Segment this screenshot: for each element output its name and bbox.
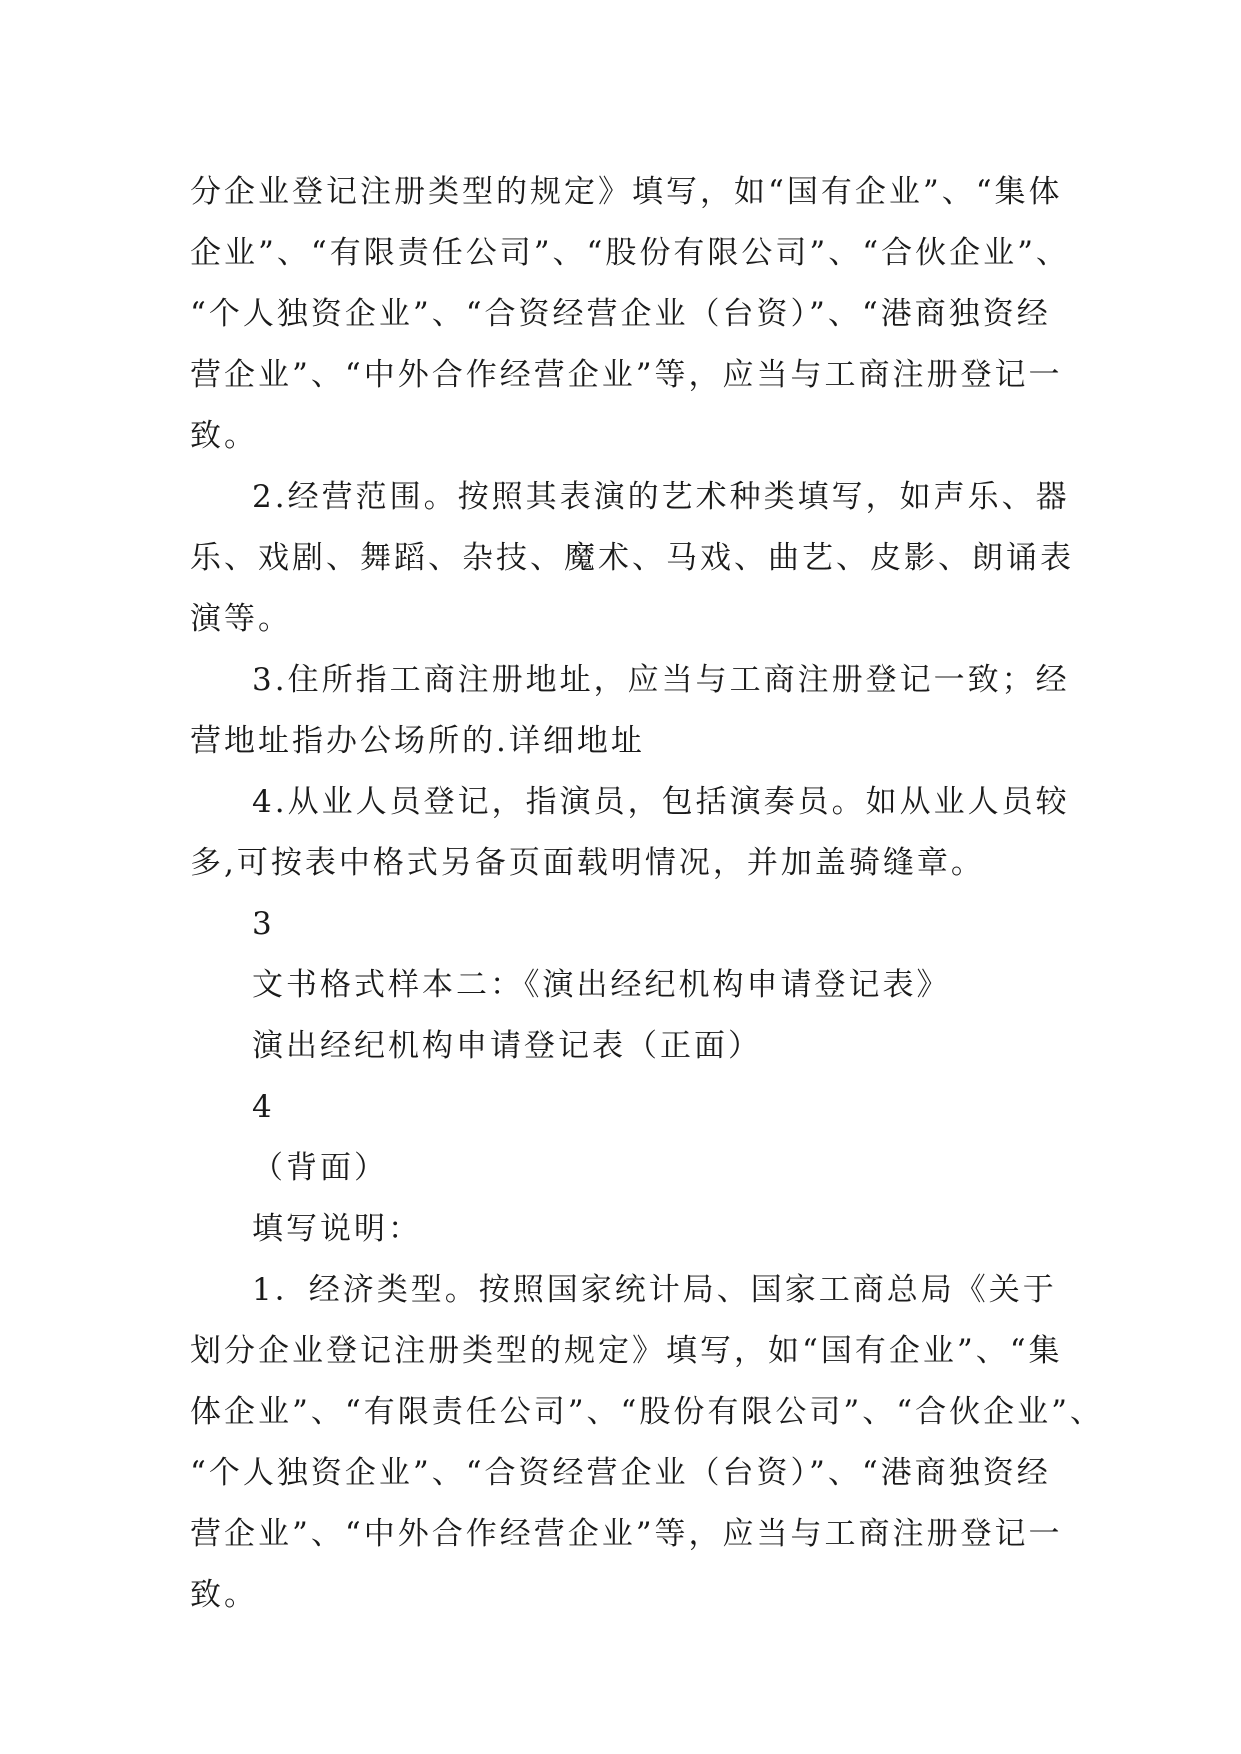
text-line: 体企业”、“有限责任公司”、“股份有限公司”、“合伙企业”、 [190, 1394, 1104, 1430]
section-heading: 文书格式样本二：《演出经纪机构申请登记表》 [252, 967, 951, 1003]
body-text [190, 162, 1104, 1626]
back-side-label: （背面） [252, 1150, 388, 1186]
form-title: 演出经纪机构申请登记表（正面） [252, 1028, 762, 1064]
text-line: 分企业登记注册类型的规定》填写，如“国有企业”、“集体 [190, 174, 1063, 210]
text-line: 多,可按表中格式另备页面载明情况，并加盖骑缝章。 [190, 845, 985, 881]
text-line: 乐、戏剧、舞蹈、杂技、魔术、马戏、曲艺、皮影、朗诵表 [190, 540, 1074, 576]
instructions-heading: 填写说明： [252, 1211, 422, 1247]
text-line: 致。 [190, 418, 258, 454]
text-line: “个人独资企业”、“合资经营企业（台资）”、“港商独资经 [190, 296, 1051, 332]
text-line: 4.从业人员登记，指演员，包括演奏员。如从业人员较 [252, 784, 1070, 820]
text-line: 营地址指办公场所的.详细地址 [190, 723, 645, 759]
text-line: 营企业”、“中外合作经营企业”等，应当与工商注册登记一 [190, 357, 1063, 393]
page-number: 4 [252, 1089, 275, 1125]
text-line: 3.住所指工商注册地址，应当与工商注册登记一致；经 [252, 662, 1070, 698]
text-line: 演等。 [190, 601, 292, 637]
text-line: 2.经营范围。按照其表演的艺术种类填写，如声乐、器 [252, 479, 1070, 515]
text-line: 划分企业登记注册类型的规定》填写，如“国有企业”、“集 [190, 1333, 1063, 1369]
text-line: 1．经济类型。按照国家统计局、国家工商总局《关于 [252, 1272, 1057, 1308]
page-number: 3 [252, 906, 275, 942]
text-line: “个人独资企业”、“合资经营企业（台资）”、“港商独资经 [190, 1455, 1051, 1491]
text-line: 营企业”、“中外合作经营企业”等，应当与工商注册登记一 [190, 1516, 1063, 1552]
text-line: 致。 [190, 1577, 258, 1613]
text-line: 企业”、“有限责任公司”、“股份有限公司”、“合伙企业”、 [190, 235, 1070, 271]
